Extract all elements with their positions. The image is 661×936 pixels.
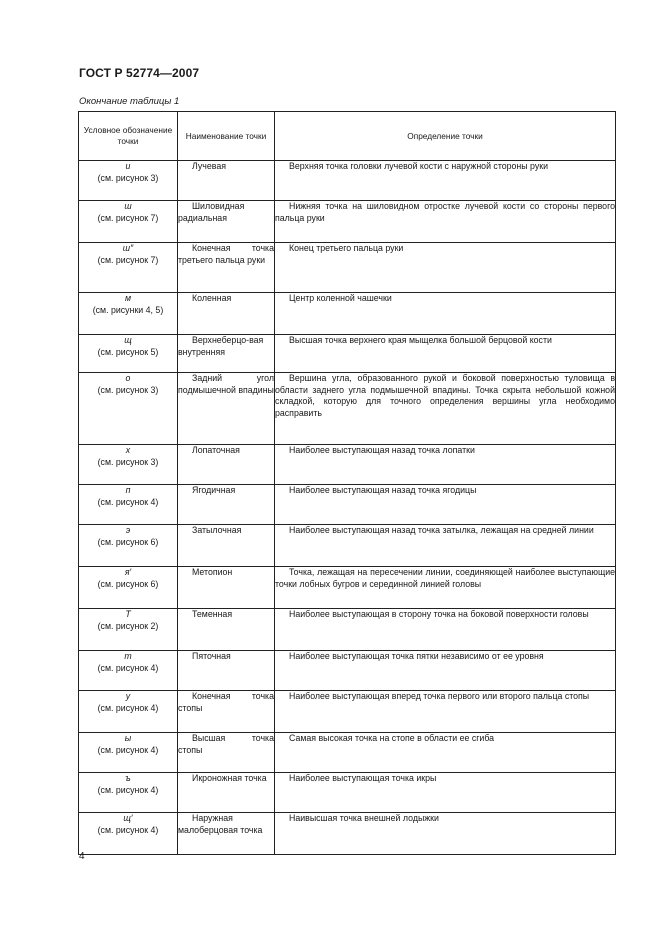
table-row bbox=[79, 243, 616, 293]
point-definition: Самая высокая точка на стопе в области ее сгиба bbox=[289, 733, 495, 743]
point-symbol-cell bbox=[79, 201, 178, 243]
point-definition-cell bbox=[275, 609, 616, 651]
point-symbol: Т bbox=[125, 609, 131, 619]
point-symbol: т bbox=[124, 651, 132, 661]
point-definition: Наиболее выступающая точка пятки независимо от ее уровня bbox=[289, 651, 544, 661]
column-header-name: Наименование точки bbox=[178, 112, 275, 161]
point-symbol-cell bbox=[79, 373, 178, 445]
point-name: Шиловидная радиальная bbox=[178, 201, 245, 223]
point-name-cell bbox=[178, 813, 275, 855]
table-row bbox=[79, 813, 616, 855]
column-header-symbol: Условное обозначение точки bbox=[79, 112, 178, 161]
point-name-cell bbox=[178, 201, 275, 243]
figure-reference: (см. рисунок 4) bbox=[97, 702, 159, 713]
point-symbol: э bbox=[125, 525, 131, 535]
figure-reference: (см. рисунок 6) bbox=[97, 536, 159, 547]
point-definition: Верхняя точка головки лучевой кости с наружной стороны руки bbox=[289, 161, 549, 171]
point-symbol-cell bbox=[79, 567, 178, 609]
figure-reference: (см. рисунок 3) bbox=[97, 456, 159, 467]
point-symbol: я′ bbox=[124, 567, 132, 577]
point-definition: Наиболее выступающая вперед точка первого или второго пальца стопы bbox=[289, 691, 590, 701]
point-name: Коленная bbox=[192, 293, 232, 303]
point-definition-cell bbox=[275, 567, 616, 609]
point-name: Конечная точка стопы bbox=[178, 691, 274, 713]
point-name-cell bbox=[178, 691, 275, 733]
point-symbol: о bbox=[125, 373, 131, 383]
point-name-cell bbox=[178, 567, 275, 609]
figure-reference: (см. рисунок 4) bbox=[97, 784, 159, 795]
point-name: Наружная малоберцовая точка bbox=[178, 813, 263, 835]
point-name-cell bbox=[178, 609, 275, 651]
point-definition: Нижняя точка на шиловидном отростке лучевой кости со стороны первого пальца руки bbox=[275, 201, 615, 223]
point-name: Затылочная bbox=[192, 525, 242, 535]
point-definition-cell bbox=[275, 335, 616, 373]
figure-reference: (см. рисунок 4) bbox=[97, 824, 159, 835]
table-row bbox=[79, 293, 616, 335]
point-name-cell bbox=[178, 335, 275, 373]
page-number: 4 bbox=[79, 851, 85, 862]
point-name-cell bbox=[178, 161, 275, 201]
point-name-cell bbox=[178, 733, 275, 773]
point-symbol-cell bbox=[79, 773, 178, 813]
point-definition: Наиболее выступающая точка икры bbox=[289, 773, 437, 783]
point-symbol-cell bbox=[79, 691, 178, 733]
point-definition-cell bbox=[275, 293, 616, 335]
point-definition: Наивысшая точка внешней лодыжки bbox=[289, 813, 439, 823]
table-row bbox=[79, 691, 616, 733]
point-symbol-cell bbox=[79, 243, 178, 293]
point-definition: Конец третьего пальца руки bbox=[289, 243, 404, 253]
point-name: Высшая точка стопы bbox=[178, 733, 274, 755]
table-row bbox=[79, 651, 616, 691]
point-name: Верхнеберцо-вая внутренняя bbox=[178, 335, 264, 357]
point-definition-cell bbox=[275, 691, 616, 733]
point-symbol: у bbox=[125, 691, 131, 701]
column-header-definition: Определение точки bbox=[275, 112, 616, 161]
point-symbol-cell bbox=[79, 485, 178, 525]
points-table bbox=[78, 111, 616, 855]
point-definition: Высшая точка верхнего края мыщелка большой берцовой кости bbox=[289, 335, 552, 345]
point-definition-cell bbox=[275, 243, 616, 293]
point-symbol: щ′ bbox=[123, 813, 133, 823]
point-symbol: и bbox=[125, 161, 131, 171]
point-symbol-cell bbox=[79, 335, 178, 373]
figure-reference: (см. рисунок 2) bbox=[97, 620, 159, 631]
point-name: Метопион bbox=[192, 567, 233, 577]
point-definition: Вершина угла, образованного рукой и боковой поверхностью туловища в области заднего угла подмышечной впадины. Точка скрыта небольшой кожной складкой, которую для точного определения вершины угла необходимо расправить bbox=[275, 373, 615, 418]
table-row bbox=[79, 373, 616, 445]
point-definition-cell bbox=[275, 773, 616, 813]
figure-reference: (см. рисунок 4) bbox=[97, 744, 159, 755]
point-name: Икроножная точка bbox=[192, 773, 267, 783]
point-name-cell bbox=[178, 773, 275, 813]
point-symbol-cell bbox=[79, 813, 178, 855]
point-name-cell bbox=[178, 243, 275, 293]
point-name: Лопаточная bbox=[192, 445, 240, 455]
point-symbol-cell bbox=[79, 651, 178, 691]
point-symbol: щ bbox=[124, 335, 132, 345]
point-symbol: п bbox=[125, 485, 131, 495]
point-definition: Наиболее выступающая назад точка лопатки bbox=[289, 445, 475, 455]
point-name: Конечная точка третьего пальца руки bbox=[178, 243, 274, 265]
table-row bbox=[79, 445, 616, 485]
point-symbol: ъ bbox=[125, 773, 131, 783]
point-name: Ягодичная bbox=[192, 485, 236, 495]
point-definition-cell bbox=[275, 651, 616, 691]
table-row bbox=[79, 485, 616, 525]
table-caption: Окончание таблицы 1 bbox=[79, 96, 180, 107]
figure-reference: (см. рисунки 4, 5) bbox=[92, 304, 164, 315]
figure-reference: (см. рисунок 4) bbox=[97, 662, 159, 673]
point-symbol: ш bbox=[124, 201, 132, 211]
table-row bbox=[79, 773, 616, 813]
table-row bbox=[79, 161, 616, 201]
point-symbol-cell bbox=[79, 161, 178, 201]
point-definition: Точка, лежащая на пересечении линии, соединяющей наиболее выступающие точки лобных бугров и серединной линией головы bbox=[275, 567, 615, 589]
point-definition: Центр коленной чашечки bbox=[289, 293, 392, 303]
point-definition-cell bbox=[275, 201, 616, 243]
figure-reference: (см. рисунок 3) bbox=[97, 172, 159, 183]
figure-reference: (см. рисунок 3) bbox=[97, 384, 159, 395]
point-name-cell bbox=[178, 373, 275, 445]
point-symbol: х bbox=[125, 445, 131, 455]
table-row bbox=[79, 609, 616, 651]
point-definition: Наиболее выступающая назад точка затылка, лежащая на средней линии bbox=[289, 525, 594, 535]
point-definition-cell bbox=[275, 733, 616, 773]
point-name-cell bbox=[178, 485, 275, 525]
point-name: Теменная bbox=[192, 609, 233, 619]
table-row bbox=[79, 525, 616, 567]
figure-reference: (см. рисунок 7) bbox=[97, 254, 159, 265]
figure-reference: (см. рисунок 6) bbox=[97, 578, 159, 589]
point-definition: Наиболее выступающая назад точка ягодицы bbox=[289, 485, 477, 495]
point-symbol: м bbox=[124, 293, 132, 303]
point-symbol-cell bbox=[79, 733, 178, 773]
point-name: Задний угол подмышечной впадины bbox=[178, 373, 274, 395]
point-name: Лучевая bbox=[192, 161, 226, 171]
point-definition-cell bbox=[275, 485, 616, 525]
point-definition-cell bbox=[275, 161, 616, 201]
figure-reference: (см. рисунок 4) bbox=[97, 496, 159, 507]
point-name-cell bbox=[178, 445, 275, 485]
table-row bbox=[79, 733, 616, 773]
document-header: ГОСТ Р 52774—2007 bbox=[79, 66, 200, 80]
table-row bbox=[79, 567, 616, 609]
point-name: Пяточная bbox=[192, 651, 231, 661]
point-definition-cell bbox=[275, 445, 616, 485]
point-definition-cell bbox=[275, 373, 616, 445]
point-symbol-cell bbox=[79, 445, 178, 485]
figure-reference: (см. рисунок 7) bbox=[97, 212, 159, 223]
point-definition-cell bbox=[275, 525, 616, 567]
point-definition: Наиболее выступающая в сторону точка на боковой поверхности головы bbox=[289, 609, 589, 619]
point-symbol-cell bbox=[79, 525, 178, 567]
point-name-cell bbox=[178, 293, 275, 335]
point-symbol-cell bbox=[79, 293, 178, 335]
point-symbol: ш″ bbox=[122, 243, 134, 253]
point-symbol: ы bbox=[124, 733, 132, 743]
point-name-cell bbox=[178, 525, 275, 567]
point-symbol-cell bbox=[79, 609, 178, 651]
point-definition-cell bbox=[275, 813, 616, 855]
table-header-row bbox=[79, 112, 616, 161]
point-name-cell bbox=[178, 651, 275, 691]
table-row bbox=[79, 335, 616, 373]
figure-reference: (см. рисунок 5) bbox=[97, 346, 159, 357]
table-row bbox=[79, 201, 616, 243]
